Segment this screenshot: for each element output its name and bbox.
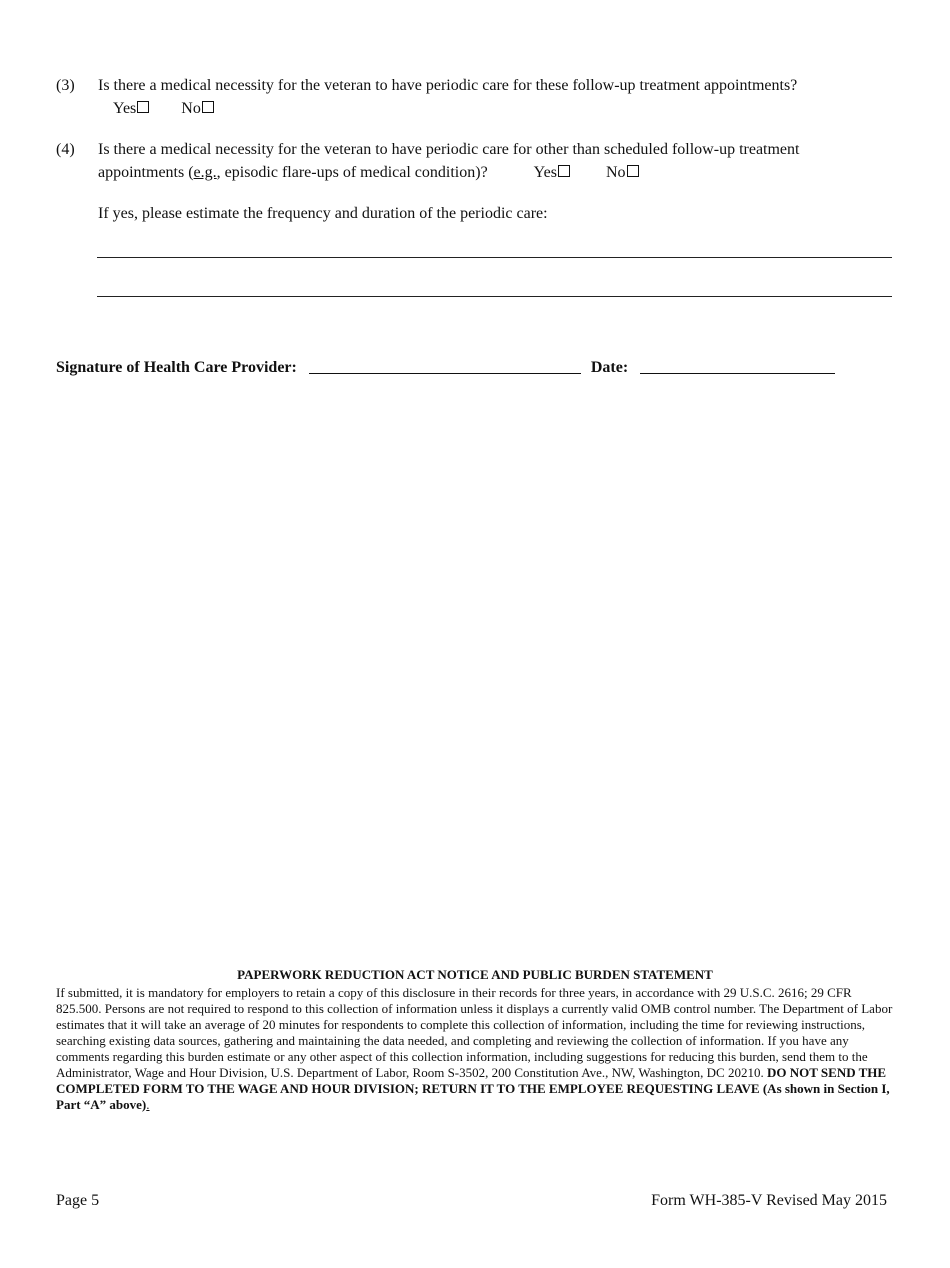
q3-no-checkbox[interactable] bbox=[202, 101, 214, 113]
q3-yes-checkbox[interactable] bbox=[137, 101, 149, 113]
question-4-eg: e.g. bbox=[193, 164, 217, 181]
notice-body bbox=[56, 985, 896, 1113]
question-4-text-pre: appointments ( bbox=[98, 164, 194, 181]
question-3-number: (3) bbox=[56, 77, 75, 94]
q4-no-option[interactable] bbox=[606, 161, 639, 184]
q4-yes-checkbox[interactable] bbox=[558, 165, 570, 177]
date-field[interactable] bbox=[640, 359, 835, 374]
answer-line-2[interactable] bbox=[97, 296, 892, 297]
q4-no-label: No bbox=[605, 164, 626, 181]
notice-bold-instruction: DO NOT SEND THE COMPLETED FORM TO THE WAGE AND HOUR DIVISION; RETURN IT TO THE EMPLOYEE REQUESTING LEAVE (As shown in Section I, Part “A” above) bbox=[56, 1065, 890, 1112]
question-4-followup: If yes, please estimate the frequency and duration of the periodic care: bbox=[98, 205, 548, 222]
q3-no-option[interactable] bbox=[181, 97, 214, 120]
question-3-text: Is there a medical necessity for the veteran to have periodic care for these follow-up treatment appointments? bbox=[98, 77, 798, 94]
question-4-text-post: , episodic flare-ups of medical condition)? bbox=[216, 164, 488, 181]
q3-no-label: No bbox=[181, 100, 201, 117]
q3-yes-label: Yes bbox=[113, 100, 137, 117]
signature-field[interactable] bbox=[309, 359, 581, 374]
q4-no-checkbox[interactable] bbox=[627, 165, 639, 177]
notice-text: If submitted, it is mandatory for employers to retain a copy of this disclosure in their records for three years, in accordance with 29 U.S.C. 2616; 29 CFR 825.500. Persons are not required to respond to this collection of information unless it displays a currently valid OMB control number. The Department of Labor estimates that it will take an average of 20 minutes for respondents to complete this collection of information, including the time for reviewing instructions, searching existing data sources, gathering and maintaining the data needed, and completing and reviewing the collection of information. If you have any comments regarding this burden estimate or any other aspect of this collection information, including suggestions for reducing this burden, send them to the Administrator, Wage and Hour Division, U.S. Department of Labor, Room S-3502, 200 Constitution Ave., NW, Washington, DC 20210. bbox=[56, 985, 893, 1080]
notice-title: PAPERWORK REDUCTION ACT NOTICE AND PUBLIC BURDEN STATEMENT bbox=[237, 967, 713, 982]
form-id: Form WH-385-V Revised May 2015 bbox=[651, 1192, 887, 1209]
q4-yes-option[interactable] bbox=[534, 161, 570, 184]
answer-line-1[interactable] bbox=[97, 257, 892, 258]
signature-label: Signature of Health Care Provider: bbox=[56, 359, 297, 376]
question-4-text-line1: Is there a medical necessity for the veteran to have periodic care for other than scheduled follow-up treatment bbox=[98, 141, 800, 158]
page-number: Page 5 bbox=[56, 1192, 100, 1209]
question-4 bbox=[56, 138, 896, 225]
date-label: Date: bbox=[590, 359, 629, 376]
notice-end: . bbox=[146, 1097, 150, 1112]
signature-row bbox=[56, 359, 835, 377]
question-3 bbox=[56, 74, 896, 120]
question-4-number: (4) bbox=[56, 141, 75, 158]
q4-yes-label: Yes bbox=[533, 164, 557, 181]
q3-yes-option[interactable] bbox=[113, 97, 149, 120]
